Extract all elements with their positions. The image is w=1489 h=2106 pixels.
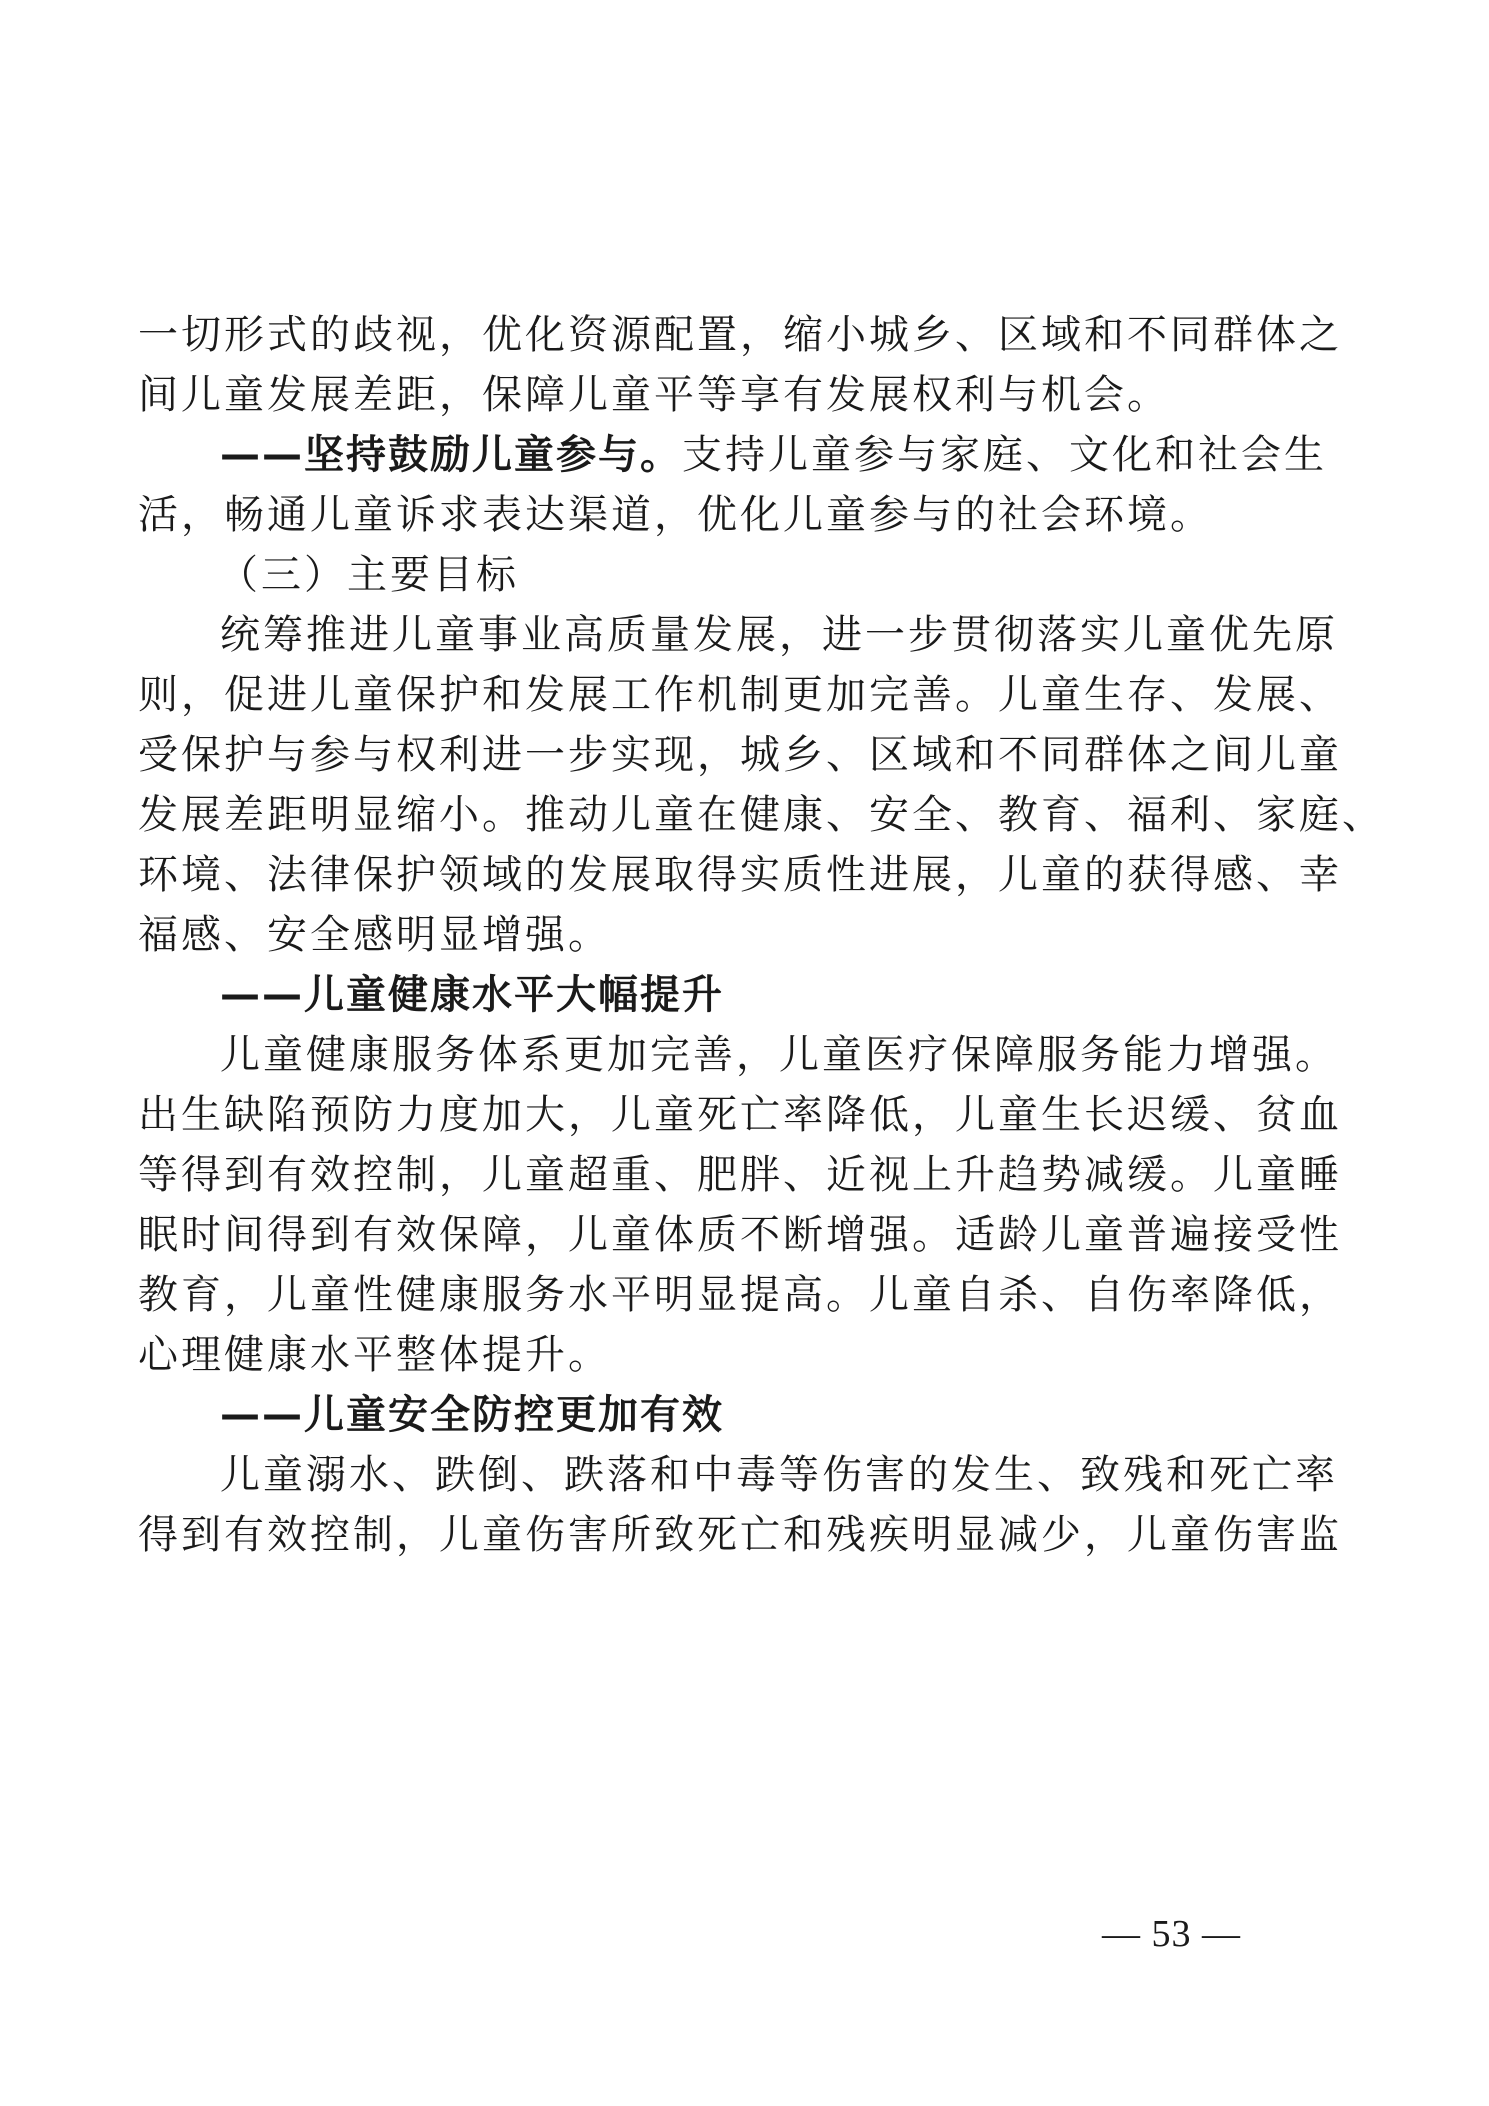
line-text: 眠时间得到有效保障，儿童体质不断增强。适龄儿童普遍接受性 (138, 1212, 1342, 1258)
paragraph-line (138, 1495, 1342, 1575)
line-text: 出生缺陷预防力度加大，儿童死亡率降低，儿童生长迟缓、贫血 (138, 1092, 1342, 1138)
line-text: 得到有效控制，儿童伤害所致死亡和残疾明显减少，儿童伤害监 (138, 1512, 1342, 1558)
line-text: 心理健康水平整体提升。 (138, 1332, 611, 1378)
line-text: 支持儿童参与家庭、文化和社会生 (682, 432, 1327, 478)
line-text: 儿童溺水、跌倒、跌落和中毒等伤害的发生、致残和死亡率 (220, 1452, 1338, 1498)
line-text: 统筹推进儿童事业高质量发展，进一步贯彻落实儿童优先原 (220, 612, 1338, 658)
line-text: 一切形式的歧视，优化资源配置，缩小城乡、区域和不同群体之 (138, 312, 1342, 358)
page-number: — 53 — (1102, 1913, 1241, 1955)
goal-title: ——儿童安全防控更加有效 (220, 1392, 724, 1438)
line-text: 等得到有效控制，儿童超重、肥胖、近视上升趋势减缓。儿童睡 (138, 1152, 1342, 1198)
line-text: 教育，儿童性健康服务水平明显提高。儿童自杀、自伤率降低， (138, 1272, 1342, 1318)
line-text: 活，畅通儿童诉求表达渠道，优化儿童参与的社会环境。 (138, 492, 1213, 538)
principle-heading: ——坚持鼓励儿童参与。 (220, 432, 682, 478)
line-text: 则，促进儿童保护和发展工作机制更加完善。儿童生存、发展、 (138, 672, 1342, 718)
line-text: 受保护与参与权利进一步实现，城乡、区域和不同群体之间儿童 (138, 732, 1342, 778)
section-title: （三）主要目标 (218, 552, 519, 598)
goal-title: ——儿童健康水平大幅提升 (220, 972, 724, 1018)
line-text: 发展差距明显缩小。推动儿童在健康、安全、教育、福利、家庭、 (138, 792, 1385, 838)
line-text: 福感、安全感明显增强。 (138, 912, 611, 958)
line-text: 环境、法律保护领域的发展取得实质性进展，儿童的获得感、幸 (138, 852, 1342, 898)
line-text: 儿童健康服务体系更加完善，儿童医疗保障服务能力增强。 (220, 1032, 1338, 1078)
line-text: 间儿童发展差距，保障儿童平等享有发展权利与机会。 (138, 372, 1170, 418)
